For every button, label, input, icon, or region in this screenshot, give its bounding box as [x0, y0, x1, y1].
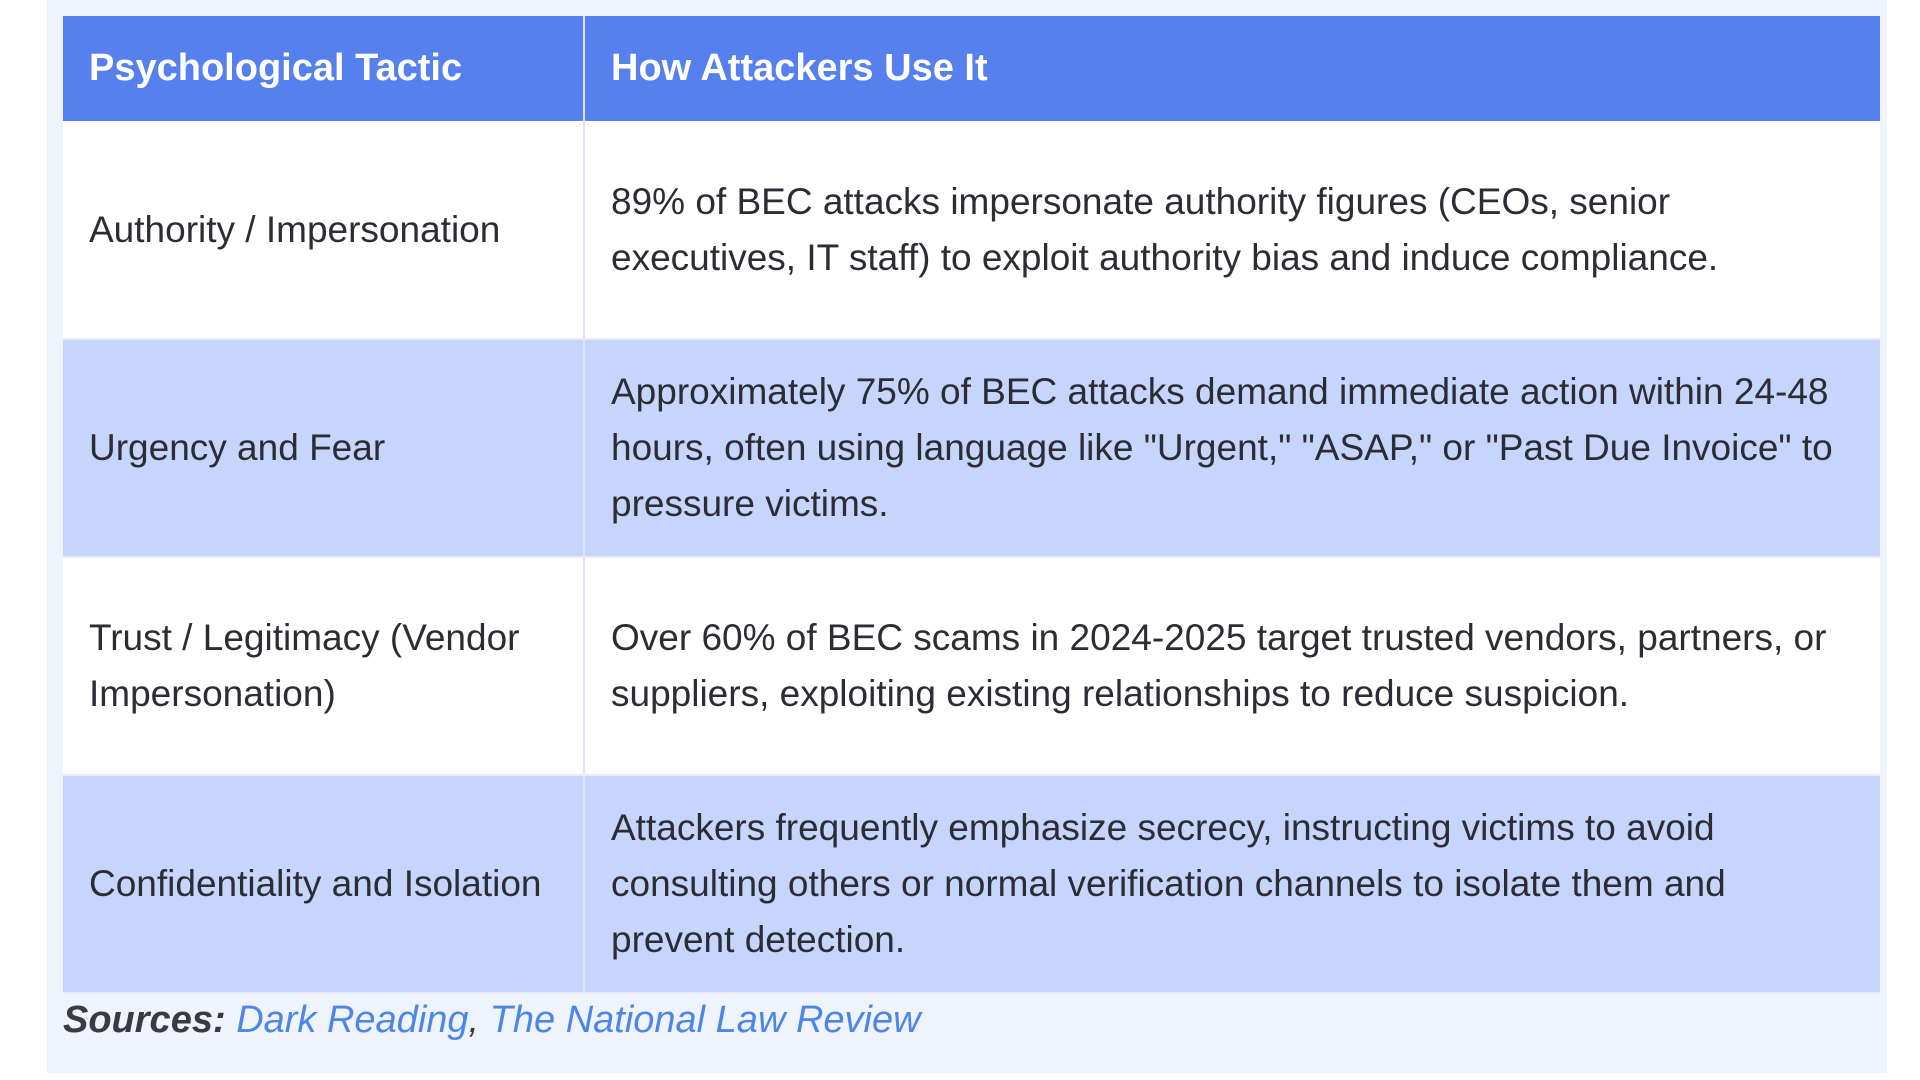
tactic-cell: Authority / Impersonation	[63, 121, 584, 339]
tactic-cell: Urgency and Fear	[63, 339, 584, 557]
usage-cell: Over 60% of BEC scams in 2024-2025 target trusted vendors, partners, or suppliers, exploiting existing relationships to reduce suspicion.	[584, 557, 1880, 775]
column-header-usage: How Attackers Use It	[584, 16, 1880, 121]
sources-line	[63, 999, 921, 1042]
sources-separator: ,	[468, 999, 480, 1041]
source-link-dark-reading[interactable]: Dark Reading	[236, 999, 469, 1041]
table-row	[63, 339, 1880, 557]
source-link-national-law-review[interactable]: The National Law Review	[489, 999, 921, 1041]
usage-cell: Approximately 75% of BEC attacks demand immediate action within 24-48 hours, often using language like "Urgent," "ASAP," or "Past Due Invoice" to pressure victims.	[584, 339, 1880, 557]
usage-cell: Attackers frequently emphasize secrecy, instructing victims to avoid consulting others or normal verification channels to isolate them and prevent detection.	[584, 775, 1880, 993]
tactic-cell: Confidentiality and Isolation	[63, 775, 584, 993]
tactics-table	[63, 16, 1880, 994]
table-row	[63, 775, 1880, 993]
sources-label: Sources:	[63, 999, 226, 1041]
table-header-row	[63, 16, 1880, 121]
table-row	[63, 557, 1880, 775]
table-row	[63, 121, 1880, 339]
usage-cell: 89% of BEC attacks impersonate authority figures (CEOs, senior executives, IT staff) to exploit authority bias and induce compliance.	[584, 121, 1880, 339]
tactic-cell: Trust / Legitimacy (Vendor Impersonation)	[63, 557, 584, 775]
column-header-tactic: Psychological Tactic	[63, 16, 584, 121]
